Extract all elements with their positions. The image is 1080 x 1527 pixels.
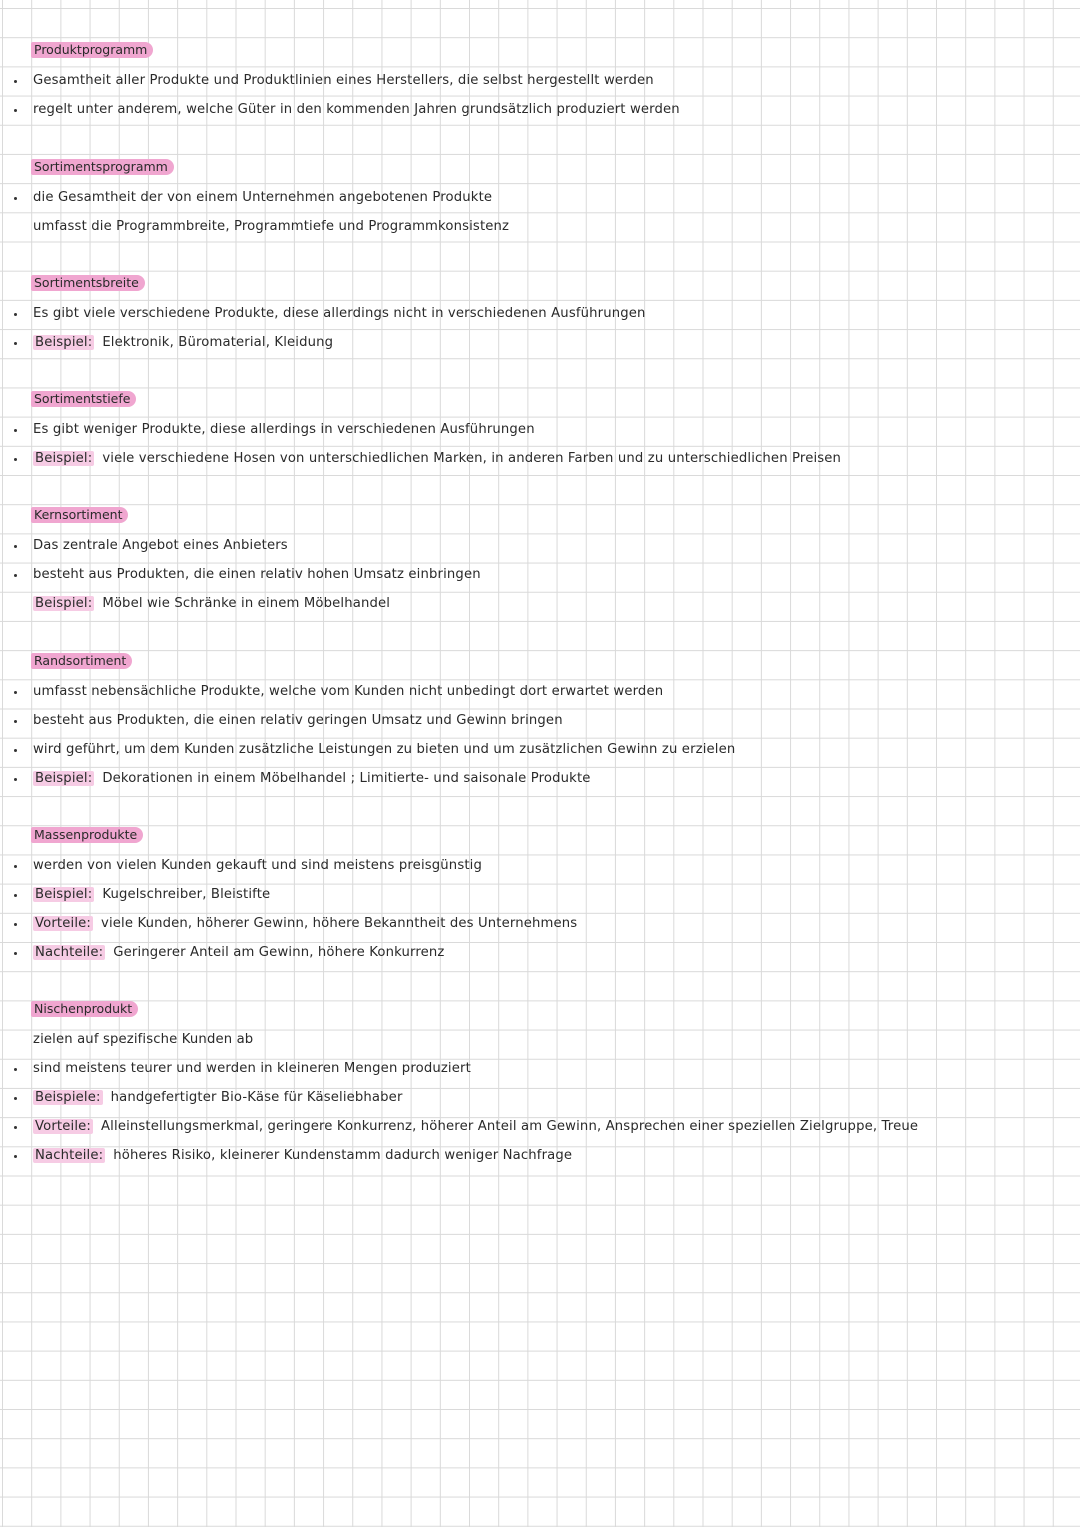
section-heading: Sortimentsbreite <box>31 275 145 291</box>
section-heading: Kernsortiment <box>31 507 128 523</box>
line-text: höheres Risiko, kleinerer Kundenstamm dadurch weniger Nachfrage <box>113 1148 573 1163</box>
note-line <box>33 305 646 323</box>
note-line <box>33 595 390 613</box>
bullet-dot <box>14 1155 17 1158</box>
bullet-dot <box>14 1097 17 1100</box>
bullet-dot <box>14 778 17 781</box>
line-text: Geringerer Anteil am Gewinn, höhere Konkurrenz <box>113 945 445 960</box>
note-line <box>33 1118 918 1136</box>
note-line <box>33 218 509 236</box>
note-line <box>33 1060 471 1078</box>
bullet-dot <box>14 1068 17 1071</box>
note-line <box>33 1147 572 1165</box>
line-text: viele Kunden, höherer Gewinn, höhere Bekanntheit des Unternehmens <box>101 916 578 931</box>
line-text: Das zentrale Angebot eines Anbieters <box>33 538 288 553</box>
line-label: Nachteile: <box>35 1148 104 1163</box>
line-text: Alleinstellungsmerkmal, geringere Konkurrenz, höherer Anteil am Gewinn, Ansprechen einer speziellen Zielgruppe, Treue <box>101 1119 919 1134</box>
line-text: umfasst die Programmbreite, Programmtiefe und Programmkonsistenz <box>33 219 510 234</box>
bullet-dot <box>14 720 17 723</box>
note-line <box>33 566 481 584</box>
note-line <box>33 334 333 352</box>
section-heading: Sortimentstiefe <box>31 391 136 407</box>
bullet-dot <box>14 1126 17 1129</box>
note-line <box>33 770 591 788</box>
note-line <box>33 421 535 439</box>
line-label: Beispiele: <box>35 1090 101 1105</box>
line-text: wird geführt, um dem Kunden zusätzliche Leistungen zu bieten und um zusätzlichen Gewinn zu erzielen <box>33 742 736 757</box>
note-line <box>33 741 735 759</box>
bullet-dot <box>14 197 17 200</box>
bullet-dot <box>14 894 17 897</box>
bullet-dot <box>14 749 17 752</box>
line-label: Beispiel: <box>35 451 93 466</box>
line-text: Gesamtheit aller Produkte und Produktlinien eines Herstellers, die selbst hergestellt werden <box>33 73 654 88</box>
line-text: viele verschiedene Hosen von unterschiedlichen Marken, in anderen Farben und zu unterschiedlichen Preisen <box>102 451 842 466</box>
line-label: Beispiel: <box>35 887 93 902</box>
line-label: Beispiel: <box>35 596 93 611</box>
note-line <box>33 450 841 468</box>
line-text: Dekorationen in einem Möbelhandel ; Limitierte- und saisonale Produkte <box>102 771 591 786</box>
line-text: Kugelschreiber, Bleistifte <box>102 887 271 902</box>
section-heading: Massenprodukte <box>31 827 143 843</box>
line-text: werden von vielen Kunden gekauft und sind meistens preisgünstig <box>33 858 482 873</box>
line-text: zielen auf spezifische Kunden ab <box>33 1032 254 1047</box>
line-text: umfasst nebensächliche Produkte, welche vom Kunden nicht unbedingt dort erwartet werden <box>33 684 664 699</box>
section-heading: Sortimentsprogramm <box>31 159 174 175</box>
note-line <box>33 886 270 904</box>
line-text: handgefertigter Bio-Käse für Käseliebhaber <box>110 1090 403 1105</box>
line-text: regelt unter anderem, welche Güter in den kommenden Jahren grundsätzlich produziert werden <box>33 102 680 117</box>
line-label: Beispiel: <box>35 335 93 350</box>
line-text: besteht aus Produkten, die einen relativ hohen Umsatz einbringen <box>33 567 481 582</box>
note-line <box>33 72 654 90</box>
line-text: besteht aus Produkten, die einen relativ geringen Umsatz und Gewinn bringen <box>33 713 563 728</box>
note-line <box>33 712 563 730</box>
line-text: Es gibt weniger Produkte, diese allerdings in verschiedenen Ausführungen <box>33 422 535 437</box>
note-line <box>33 537 288 555</box>
note-line <box>33 944 445 962</box>
bullet-dot <box>14 865 17 868</box>
bullet-dot <box>14 80 17 83</box>
note-line <box>33 915 577 933</box>
line-text: sind meistens teurer und werden in kleineren Mengen produziert <box>33 1061 471 1076</box>
bullet-dot <box>14 109 17 112</box>
note-line <box>33 1089 403 1107</box>
line-text: Elektronik, Büromaterial, Kleidung <box>102 335 334 350</box>
bullet-dot <box>14 429 17 432</box>
bullet-dot <box>14 574 17 577</box>
line-text: die Gesamtheit der von einem Unternehmen angebotenen Produkte <box>33 190 493 205</box>
line-label: Nachteile: <box>35 945 104 960</box>
line-text: Es gibt viele verschiedene Produkte, diese allerdings nicht in verschiedenen Ausführungen <box>33 306 646 321</box>
bullet-dot <box>14 691 17 694</box>
bullet-dot <box>14 923 17 926</box>
note-line <box>33 683 663 701</box>
line-label: Vorteile: <box>35 916 92 931</box>
bullet-dot <box>14 952 17 955</box>
line-label: Beispiel: <box>35 771 93 786</box>
line-text: Möbel wie Schränke in einem Möbelhandel <box>102 596 391 611</box>
note-line <box>33 101 680 119</box>
section-heading: Nischenprodukt <box>31 1001 138 1017</box>
bullet-dot <box>14 458 17 461</box>
bullet-dot <box>14 545 17 548</box>
note-line <box>33 189 492 207</box>
bullet-dot <box>14 342 17 345</box>
note-line <box>33 857 482 875</box>
section-heading: Produktprogramm <box>31 42 153 58</box>
bullet-dot <box>14 313 17 316</box>
note-line <box>33 1031 253 1049</box>
line-label: Vorteile: <box>35 1119 92 1134</box>
section-heading: Randsortiment <box>31 653 132 669</box>
